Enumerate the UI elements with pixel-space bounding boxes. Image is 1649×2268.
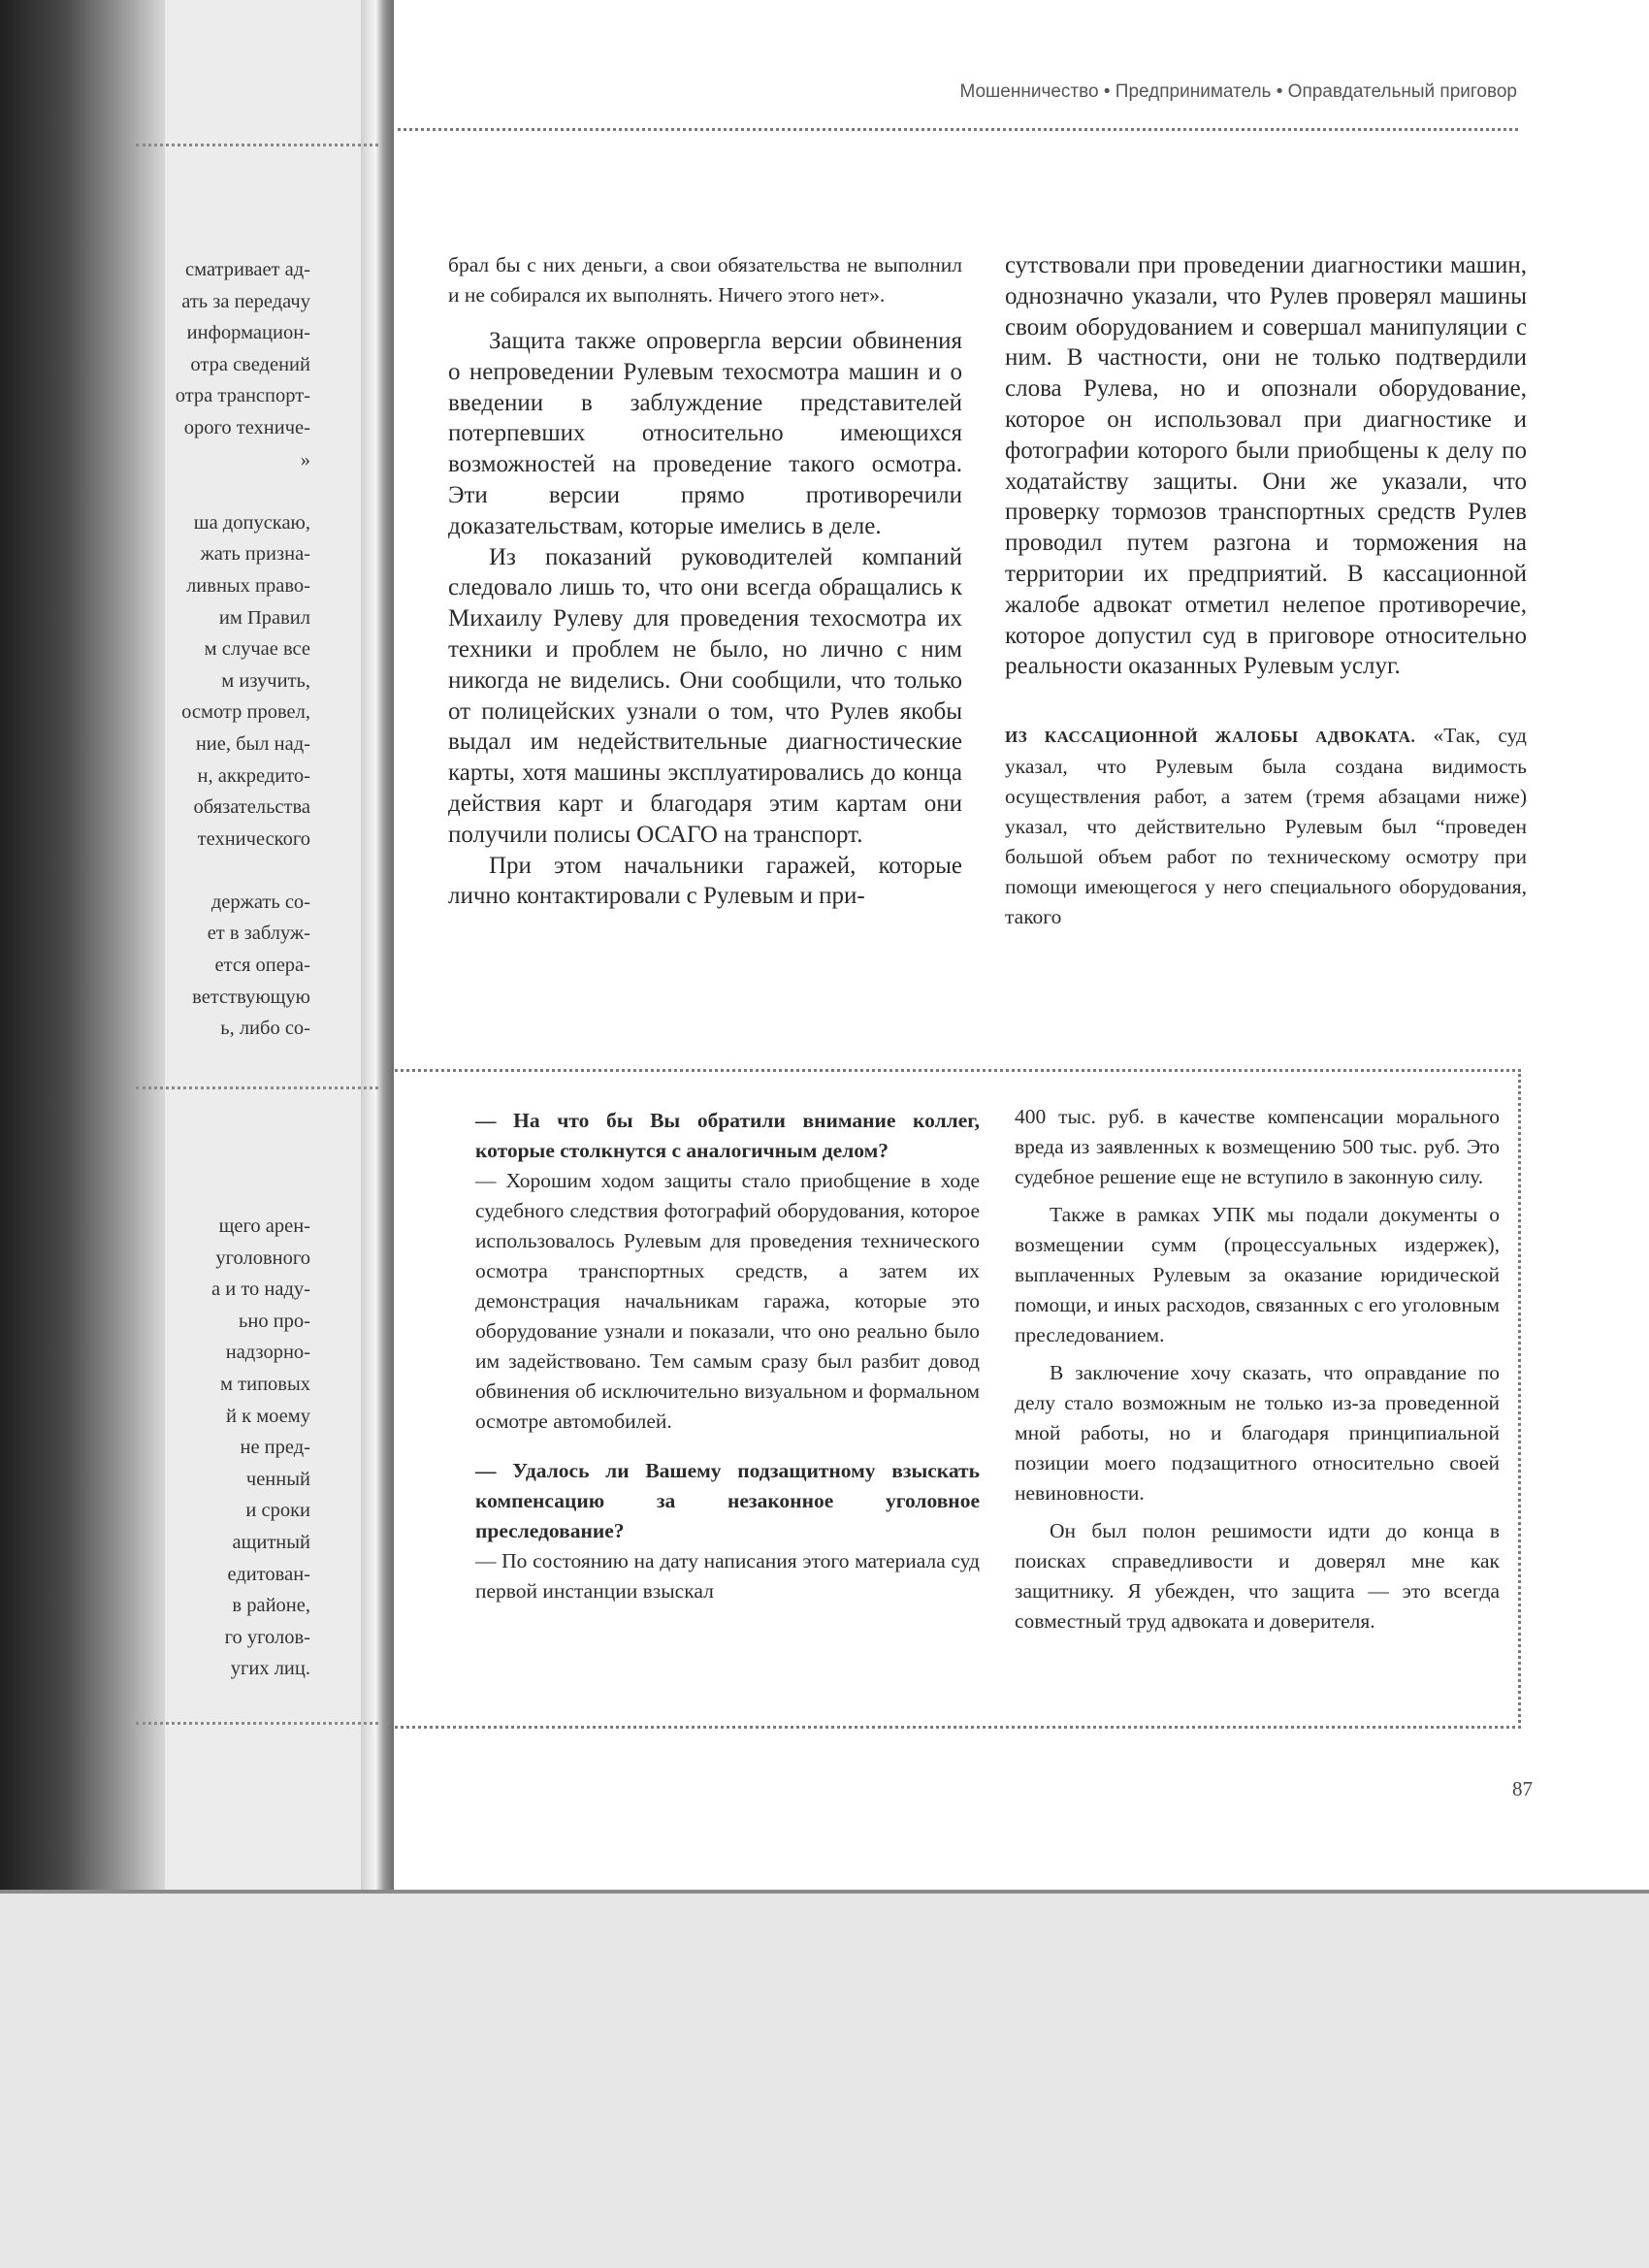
left-page-line: ливных право-: [186, 574, 310, 597]
left-page-line: в районе,: [232, 1595, 310, 1617]
left-page-text-bottom: [126, 1211, 310, 1685]
left-dotted-rule: [136, 1722, 378, 1725]
paragraph: Из показаний руководителей компаний следовало лишь то, что они всегда обращались к Михаилу Рулеву для проведения техосмотра их техники и проблем не было, но лично с ним никогда не виделись. Они сообщили, что только от полицейских узнали о том, что Рулев якобы выдал им недействительные диагностические карты, хотя машины эксплуатировались до конца действия карт и благодаря этим картам они получили полисы ОСАГО на транспорт.: [448, 543, 962, 848]
left-page-line: едитован-: [227, 1563, 310, 1585]
header-dotted-rule: [398, 128, 1518, 131]
left-page-line: орого техниче-: [183, 416, 310, 438]
page-number: 87: [1512, 1777, 1533, 1800]
left-dotted-rule: [136, 1086, 378, 1089]
left-page-line: ша допускаю,: [193, 511, 310, 534]
left-page-line: технического: [197, 827, 310, 850]
left-page-line: обязательства: [193, 796, 310, 819]
left-page-line: »: [300, 448, 310, 470]
left-page-line: ьно про-: [239, 1310, 310, 1332]
article-column-1: [448, 250, 962, 912]
running-head: Мошенничество • Предприниматель • Оправдательный приговор: [959, 81, 1517, 102]
left-page-line: ать за передачу: [181, 290, 310, 312]
interview-answer: 400 тыс. руб. в качестве компенсации морального вреда из заявленных к возмещению 500 тыс. руб. Это судебное решение еще не вступило в законную силу.: [1015, 1105, 1500, 1188]
left-page-line: ащитный: [232, 1531, 310, 1553]
left-page-line: не пред-: [240, 1437, 310, 1459]
left-page-line: щего арен-: [218, 1215, 310, 1237]
left-page-line: держать со-: [210, 891, 310, 913]
left-page-line: осмотр провел,: [181, 701, 310, 724]
paragraph: При этом начальники гаражей, которые лично контактировали с Рулевым и при-: [448, 852, 962, 910]
left-page-text-top: [126, 254, 310, 1045]
interview-answer: — По состоянию на дату написания этого материала суд первой инстанции взыскал: [475, 1549, 980, 1603]
left-page-line: уголовного: [215, 1247, 310, 1269]
cassation-quote: [1005, 721, 1527, 932]
article-column-2: [1005, 250, 1527, 932]
interview-question: — На что бы Вы обратили внимание коллег, которые столкнутся с аналогичным делом?: [475, 1109, 980, 1162]
left-page-line: отра транспорт-: [175, 385, 310, 407]
left-page-line: информацион-: [186, 322, 310, 344]
left-page-line: й к моему: [226, 1405, 310, 1427]
quote-label: ИЗ КАССАЦИОННОЙ ЖАЛОБЫ АДВОКАТА.: [1005, 728, 1416, 747]
left-page-line: н, аккредито-: [197, 764, 310, 787]
left-page-line: отра сведений: [190, 353, 310, 375]
interview-column-1: [475, 1106, 980, 1606]
left-page-line: м случае все: [204, 638, 310, 661]
paragraph: сутствовали при проведении диагностики машин, однозначно указали, что Рулев проверял машины своим оборудованием и совершал манипуляции с ним. В частности, они не только подтвердили слова Рулева, но и опознали оборудование, которое он использовал при диагностике и фотографии которого были приобщены к делу по ходатайству защиты. Они же указали, что проверку тормозов транспортных средств Рулев проводил путем разгона и торможения на территории их предприятий. В кассационной жалобе адвокат отметил нелепое противоречие, которое допустил суд в приговоре относительно реальности оказанных Рулевым услуг.: [1005, 252, 1527, 680]
left-page-line: надзорно-: [225, 1342, 310, 1364]
left-page-line: м изучить,: [221, 669, 310, 692]
left-page-line: ченный: [245, 1468, 310, 1490]
left-page-line: [126, 855, 310, 887]
left-page-line: [126, 475, 310, 507]
left-page-line: го уголов-: [224, 1626, 310, 1648]
paragraph: Защита также опровергла версии обвинения о непроведении Рулевым техосмотра машин и о введении в заблуждение представителей потерпевших относительно имеющихся возможностей на проведение такого осмотра. Эти версии прямо противоречили доказательствам, которые имелись в деле.: [448, 328, 962, 539]
left-page-line: жать призна-: [200, 543, 310, 566]
left-page-line: угих лиц.: [230, 1658, 310, 1680]
left-page-line: ние, был над-: [195, 732, 310, 755]
interview-answer: В заключение хочу сказать, что оправдание по делу стало возможным не только из-за проведенной мной работы, но и благодаря принципиальной позиции моего подзащитного относительно своей невиновности.: [1015, 1361, 1500, 1505]
left-page-line: ется опера-: [214, 955, 310, 977]
interview-question: — Удалось ли Вашему подзащитному взыскать компенсацию за незаконное уголовное преследование?: [475, 1459, 980, 1542]
left-page-line: ь, либо со-: [220, 1018, 310, 1040]
quote-text: «Так, суд указал, что Рулевым была создана видимость осуществления работ, а затем (тремя абзацами ниже) указал, что действительно Рулевым был “проведен большой объем работ по техническому осмотру при помощи имеющегося у него специального оборудования, такого: [1005, 724, 1527, 929]
left-page-line: м типовых: [220, 1373, 310, 1395]
scanner-bed: [0, 1894, 1649, 2268]
left-page-line: сматривает ад-: [185, 259, 310, 280]
interview-column-2: [1015, 1102, 1500, 1636]
quote-continuation: брал бы с них деньги, а свои обязательства не выполнил и не собирался их выполнять. Ничего этого нет».: [448, 253, 962, 307]
left-page-line: им Правил: [218, 606, 310, 629]
left-page-line: а и то наду-: [211, 1279, 310, 1301]
left-page-line: ветствующую: [192, 986, 310, 1008]
left-dotted-rule: [136, 144, 378, 146]
left-page-line: ет в заблуж-: [207, 923, 310, 945]
interview-answer: Также в рамках УПК мы подали документы о возмещении сумм (процессуальных издержек), выплаченных Рулевым за оказание юридической помощи, и иных расходов, связанных с его уголовным преследованием.: [1015, 1203, 1500, 1346]
left-page-line: и сроки: [245, 1500, 310, 1522]
interview-answer: Он был полон решимости идти до конца в поисках справедливости и доверял мне как защитнику. Я убежден, что защита — это всегда совместный труд адвоката и доверителя.: [1015, 1519, 1500, 1633]
interview-answer: — Хорошим ходом защиты стало приобщение в ходе судебного следствия фотографий оборудования, которое использовалось Рулевым для проведения технического осмотра транспортных средств, а затем их демонстрация начальникам гаража, которые это оборудование узнали и показали, что оно реально было им задействовано. Тем самым сразу был разбит довод обвинения об исключительно визуальном и формальном осмотре автомобилей.: [475, 1169, 980, 1433]
